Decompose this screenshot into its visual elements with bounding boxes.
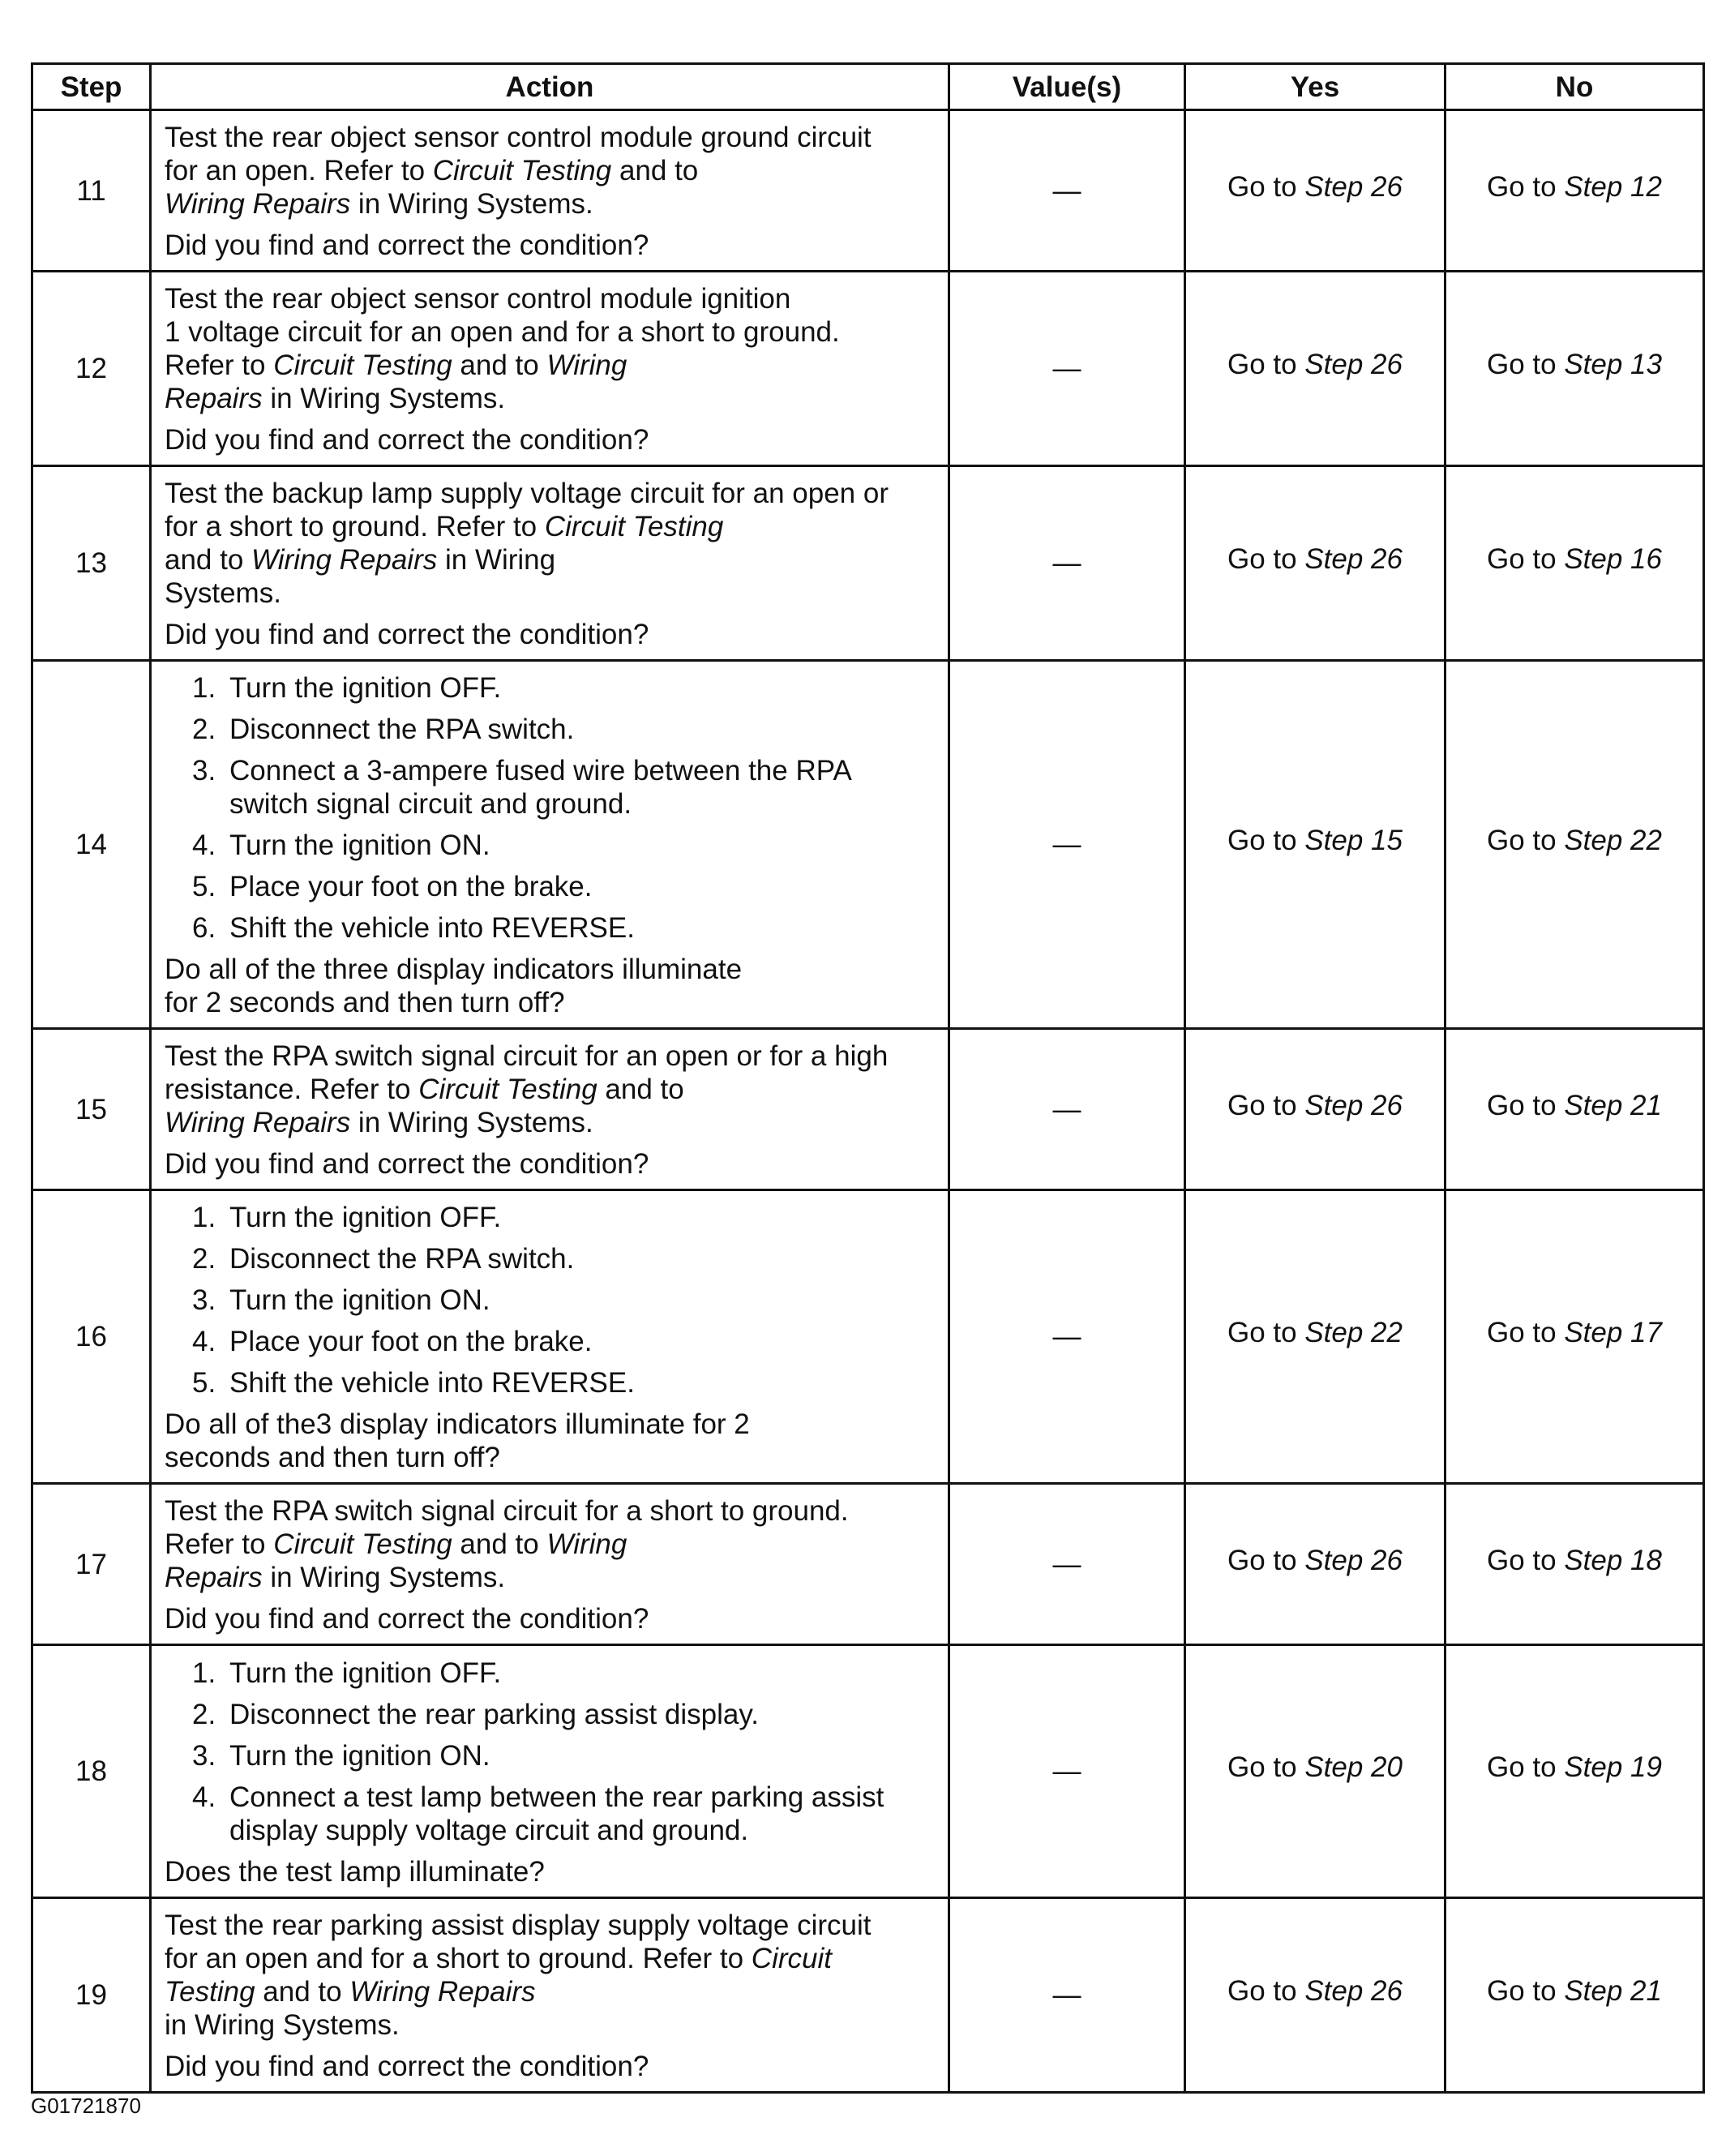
procedure-item-number: 2. [192, 1698, 216, 1730]
step-number: 14 [32, 661, 151, 1029]
question-text: Did you find and correct the condition? [165, 619, 649, 650]
action-line [165, 543, 936, 577]
question-text: Did you find and correct the condition? [165, 424, 649, 456]
action-text: for an open. Refer to [165, 155, 433, 186]
value-cell: — [949, 1484, 1185, 1645]
yes-goto-prefix: Go to [1227, 1751, 1305, 1783]
no-goto-prefix: Go to [1487, 825, 1565, 856]
no-cell [1445, 466, 1704, 661]
reference-text: Circuit Testing [418, 1074, 597, 1105]
reference-text: Wiring Repairs [165, 1107, 351, 1138]
question-text: Do all of the3 display indicators illuminate for 2 seconds and then turn off? [165, 1408, 750, 1473]
action-line [165, 315, 936, 349]
action-text: in Wiring Systems. [350, 1107, 593, 1138]
value-cell: — [949, 110, 1185, 272]
procedure-item-number: 5. [192, 1367, 216, 1399]
procedure-item-number: 3. [192, 755, 216, 787]
action-text: in Wiring Systems. [262, 383, 506, 414]
procedure-item-text: Connect a 3-ampere fused wire between the RPA switch signal circuit and ground. [229, 755, 850, 820]
action-cell [151, 1484, 949, 1645]
action-line [165, 282, 936, 315]
action-text: resistance. Refer to [165, 1074, 419, 1105]
action-text: Refer to [165, 1528, 274, 1560]
action-text: in Wiring [437, 544, 556, 576]
procedure-item [165, 1284, 936, 1317]
no-goto-step-link[interactable]: Step 12 [1564, 170, 1662, 203]
procedure-item-text: Turn the ignition OFF. [229, 1657, 502, 1689]
action-text: Test the RPA switch signal circuit for a short to ground. [165, 1495, 849, 1527]
question-text: Does the test lamp illuminate? [165, 1855, 545, 1888]
no-cell [1445, 272, 1704, 466]
reference-text: Circuit Testing [273, 349, 452, 381]
action-line [165, 577, 936, 610]
value-cell: — [949, 466, 1185, 661]
question-text: Did you find and correct the condition? [165, 1603, 649, 1635]
question-text: Did you find and correct the condition? [165, 229, 649, 261]
table-row [32, 1898, 1704, 2093]
no-goto-step-link[interactable]: Step 17 [1564, 1317, 1662, 1348]
reference-text: Circuit Testing [544, 511, 724, 542]
action-text: in Wiring Systems. [165, 2009, 400, 2041]
procedure-item-text: Disconnect the RPA switch. [229, 1243, 575, 1275]
action-line [165, 1494, 936, 1528]
procedure-item-text: Turn the ignition ON. [229, 1284, 490, 1316]
yes-cell [1185, 1190, 1445, 1484]
reference-text: Circuit [751, 1943, 832, 1974]
procedure-item [165, 1657, 936, 1690]
procedure-item-number: 1. [192, 1657, 216, 1689]
action-text: Test the rear object sensor control module ground circuit [165, 122, 872, 153]
procedure-item [165, 1366, 936, 1399]
table-row [32, 272, 1704, 466]
diagnostic-table [31, 62, 1705, 2094]
step-number: 15 [32, 1029, 151, 1190]
reference-text: Wiring [546, 1528, 627, 1560]
table-row [32, 110, 1704, 272]
action-text: Refer to [165, 349, 274, 381]
yes-cell [1185, 466, 1445, 661]
procedure-item-number: 1. [192, 1202, 216, 1233]
procedure-item [165, 911, 936, 945]
no-goto-prefix: Go to [1487, 543, 1565, 575]
yes-cell [1185, 110, 1445, 272]
reference-text: Circuit Testing [432, 155, 612, 186]
header-values: Value(s) [949, 64, 1185, 110]
yes-goto-step-link[interactable]: Step 26 [1304, 1975, 1403, 2007]
value-cell: — [949, 1190, 1185, 1484]
yes-goto-prefix: Go to [1227, 543, 1305, 575]
action-cell [151, 1898, 949, 2093]
header-row [32, 64, 1704, 110]
procedure-item-text: Place your foot on the brake. [229, 1326, 593, 1357]
no-cell [1445, 1029, 1704, 1190]
action-cell [151, 1190, 949, 1484]
procedure-item-text: Turn the ignition OFF. [229, 672, 502, 704]
action-line [165, 510, 936, 543]
procedure-item [165, 870, 936, 903]
value-cell: — [949, 1898, 1185, 2093]
value-cell: — [949, 272, 1185, 466]
yes-cell [1185, 661, 1445, 1029]
step-number: 19 [32, 1898, 151, 2093]
table-body [32, 110, 1704, 2093]
header-step: Step [32, 64, 151, 110]
procedure-item-text: Turn the ignition OFF. [229, 1202, 502, 1233]
procedure-item [165, 829, 936, 862]
no-goto-step-link[interactable]: Step 22 [1564, 825, 1662, 856]
action-text: and to [452, 349, 547, 381]
step-number: 16 [32, 1190, 151, 1484]
yes-cell [1185, 1484, 1445, 1645]
action-cell [151, 272, 949, 466]
action-text: for a short to ground. Refer to [165, 511, 545, 542]
action-text: and to [165, 544, 252, 576]
action-line [165, 382, 936, 415]
yes-goto-step-link[interactable]: Step 26 [1304, 1544, 1403, 1576]
reference-text: Repairs [165, 383, 263, 414]
table-row [32, 1645, 1704, 1898]
action-line [165, 121, 936, 154]
procedure-item-text: Place your foot on the brake. [229, 871, 593, 902]
step-number: 13 [32, 466, 151, 661]
procedure-item-number: 5. [192, 871, 216, 902]
action-line [165, 1106, 936, 1139]
yes-cell [1185, 1898, 1445, 2093]
yes-goto-step-link[interactable]: Step 26 [1304, 543, 1403, 575]
action-text: Test the backup lamp supply voltage circuit for an open or [165, 478, 889, 509]
reference-text: Wiring Repairs [251, 544, 438, 576]
yes-goto-step-link[interactable]: Step 26 [1304, 170, 1403, 203]
procedure-item [165, 713, 936, 746]
procedure-item-text: Connect a test lamp between the rear parking assist display supply voltage circuit and ground. [229, 1781, 884, 1846]
action-cell [151, 466, 949, 661]
no-cell [1445, 1898, 1704, 2093]
table-row [32, 661, 1704, 1029]
yes-goto-step-link[interactable]: Step 26 [1304, 1089, 1403, 1121]
action-line [165, 154, 936, 187]
action-line [165, 187, 936, 221]
no-goto-step-link[interactable]: Step 13 [1564, 349, 1662, 380]
header-no: No [1445, 64, 1704, 110]
reference-text: Wiring Repairs [349, 1976, 536, 2008]
step-number: 12 [32, 272, 151, 466]
no-goto-step-link[interactable]: Step 18 [1564, 1544, 1662, 1576]
table-row [32, 1484, 1704, 1645]
yes-goto-prefix: Go to [1227, 1089, 1305, 1121]
action-line [165, 349, 936, 382]
no-goto-prefix: Go to [1487, 1975, 1565, 2007]
action-text: and to [597, 1074, 684, 1105]
yes-goto-prefix: Go to [1227, 170, 1305, 203]
yes-goto-prefix: Go to [1227, 349, 1305, 380]
no-cell [1445, 1190, 1704, 1484]
action-text: for an open and for a short to ground. Refer to [165, 1943, 752, 1974]
yes-goto-prefix: Go to [1227, 1975, 1305, 2007]
yes-goto-step-link[interactable]: Step 20 [1304, 1751, 1403, 1783]
action-line [165, 1073, 936, 1106]
action-cell [151, 1029, 949, 1190]
no-goto-step-link[interactable]: Step 21 [1564, 1975, 1662, 2007]
yes-goto-step-link[interactable]: Step 15 [1304, 825, 1403, 856]
action-text: and to [452, 1528, 547, 1560]
yes-cell [1185, 1029, 1445, 1190]
step-number: 18 [32, 1645, 151, 1898]
action-text: in Wiring Systems. [262, 1562, 506, 1593]
no-goto-prefix: Go to [1487, 1544, 1565, 1576]
procedure-item-text: Turn the ignition ON. [229, 1739, 490, 1772]
procedure-list [165, 671, 936, 945]
procedure-item-number: 6. [192, 912, 216, 944]
no-goto-prefix: Go to [1487, 1317, 1565, 1348]
step-number: 17 [32, 1484, 151, 1645]
yes-goto-prefix: Go to [1227, 1544, 1305, 1576]
figure-code: G01721870 [31, 2094, 141, 2118]
procedure-item-text: Turn the ignition ON. [229, 829, 490, 861]
procedure-item [165, 1781, 936, 1847]
action-text: in Wiring Systems. [350, 188, 593, 220]
value-cell: — [949, 661, 1185, 1029]
reference-text: Testing [165, 1976, 255, 2008]
action-cell [151, 1645, 949, 1898]
no-goto-prefix: Go to [1487, 170, 1565, 203]
procedure-item-number: 4. [192, 1326, 216, 1357]
action-text: 1 voltage circuit for an open and for a short to ground. [165, 316, 840, 348]
no-goto-step-link[interactable]: Step 19 [1564, 1751, 1662, 1783]
reference-text: Circuit Testing [273, 1528, 452, 1560]
no-cell [1445, 661, 1704, 1029]
procedure-item-number: 3. [192, 1739, 216, 1772]
yes-goto-step-link[interactable]: Step 26 [1304, 349, 1403, 380]
action-text: Test the rear parking assist display supply voltage circuit [165, 1910, 872, 1941]
action-text: Test the RPA switch signal circuit for an open or for a high [165, 1040, 889, 1072]
question-text: Do all of the three display indicators illuminate for 2 seconds and then turn off? [165, 954, 743, 1018]
no-goto-prefix: Go to [1487, 1089, 1565, 1121]
action-line [165, 1528, 936, 1561]
procedure-item-number: 1. [192, 672, 216, 704]
procedure-list [165, 1201, 936, 1399]
procedure-item-text: Shift the vehicle into REVERSE. [229, 912, 635, 944]
action-line [165, 477, 936, 510]
table-row [32, 1190, 1704, 1484]
action-text: and to [255, 1976, 350, 2008]
step-number: 11 [32, 110, 151, 272]
no-goto-prefix: Go to [1487, 1751, 1565, 1783]
procedure-item-number: 3. [192, 1284, 216, 1316]
yes-cell [1185, 1645, 1445, 1898]
table-row [32, 1029, 1704, 1190]
procedure-item [165, 754, 936, 821]
action-text: and to [611, 155, 699, 186]
no-goto-step-link[interactable]: Step 16 [1564, 543, 1662, 575]
procedure-item-number: 4. [192, 829, 216, 861]
no-goto-prefix: Go to [1487, 349, 1565, 380]
procedure-item [165, 1698, 936, 1731]
procedure-item-text: Disconnect the RPA switch. [229, 714, 575, 745]
procedure-item [165, 1325, 936, 1358]
action-line [165, 1039, 936, 1073]
procedure-item-number: 2. [192, 714, 216, 745]
action-line [165, 1975, 936, 2008]
action-text: Systems. [165, 577, 281, 609]
value-cell: — [949, 1029, 1185, 1190]
no-cell [1445, 1645, 1704, 1898]
no-cell [1445, 110, 1704, 272]
action-cell [151, 661, 949, 1029]
procedure-item [165, 1739, 936, 1772]
question-text: Did you find and correct the condition? [165, 1148, 649, 1180]
action-line [165, 1909, 936, 1942]
procedure-item [165, 1201, 936, 1234]
reference-text: Repairs [165, 1562, 263, 1593]
question-text: Did you find and correct the condition? [165, 2051, 649, 2082]
action-line [165, 2008, 936, 2042]
value-cell: — [949, 1645, 1185, 1898]
procedure-item-text: Disconnect the rear parking assist display. [229, 1698, 759, 1730]
action-line [165, 1942, 936, 1975]
yes-goto-step-link[interactable]: Step 22 [1304, 1317, 1403, 1348]
table-row [32, 466, 1704, 661]
procedure-item [165, 671, 936, 705]
procedure-item [165, 1242, 936, 1275]
reference-text: Wiring [546, 349, 627, 381]
action-line [165, 1561, 936, 1594]
header-yes: Yes [1185, 64, 1445, 110]
procedure-item-number: 2. [192, 1243, 216, 1275]
header-action: Action [151, 64, 949, 110]
yes-goto-prefix: Go to [1227, 1317, 1305, 1348]
yes-cell [1185, 272, 1445, 466]
no-goto-step-link[interactable]: Step 21 [1564, 1089, 1662, 1121]
procedure-list [165, 1657, 936, 1847]
procedure-item-number: 4. [192, 1781, 216, 1813]
procedure-item-text: Shift the vehicle into REVERSE. [229, 1367, 635, 1399]
yes-goto-prefix: Go to [1227, 825, 1305, 856]
no-cell [1445, 1484, 1704, 1645]
action-cell [151, 110, 949, 272]
action-text: Test the rear object sensor control module ignition [165, 283, 791, 315]
reference-text: Wiring Repairs [165, 188, 351, 220]
